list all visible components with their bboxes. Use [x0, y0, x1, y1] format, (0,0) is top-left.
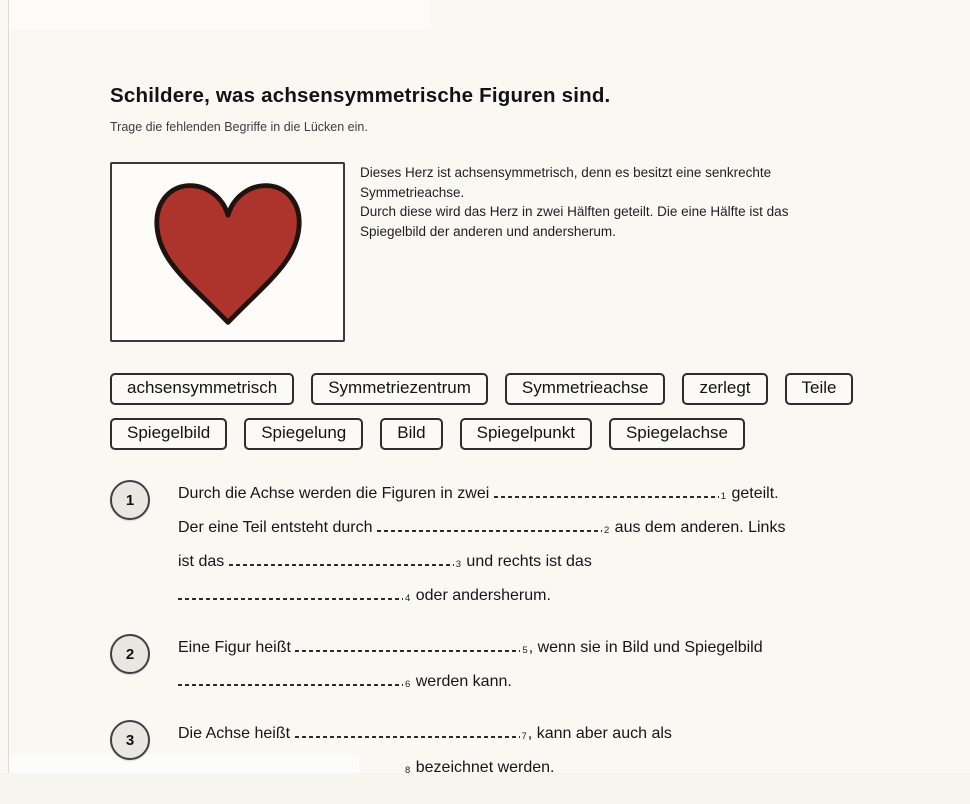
- page-title: Schildere, was achsensymmetrische Figuren sind.: [110, 84, 611, 107]
- fill-blank-4[interactable]: [178, 586, 403, 600]
- fill-blank-5[interactable]: [295, 638, 520, 652]
- question-text: oder andersherum.: [411, 587, 551, 604]
- word-chip-spiegelung[interactable]: Spiegelung: [244, 418, 363, 450]
- question-text: ist das: [178, 553, 229, 570]
- fill-blank-8[interactable]: [178, 758, 403, 772]
- intro-line: Dieses Herz ist achsensymmetrisch, denn es besitzt eine senkrechte: [360, 165, 772, 180]
- fill-blank-3[interactable]: [229, 552, 454, 566]
- question-2: [110, 632, 950, 700]
- word-chip-zerlegt[interactable]: zerlegt: [682, 373, 767, 405]
- word-chip-spiegelpunkt[interactable]: Spiegelpunkt: [460, 418, 592, 450]
- worksheet-content: [110, 84, 950, 804]
- intro-line: Symmetrieachse.: [360, 184, 465, 200]
- question-text: , wenn sie in Bild und Spiegelbild: [528, 639, 763, 656]
- question-body: [178, 478, 785, 614]
- fill-blank-1[interactable]: [494, 484, 719, 498]
- intro-text: [360, 162, 788, 342]
- question-text: werden kann.: [411, 673, 512, 690]
- question-line: [178, 580, 785, 614]
- word-bank-row: [110, 418, 950, 450]
- blank-number: 8: [405, 765, 411, 776]
- question-1: [110, 478, 950, 614]
- question-text: Eine Figur heißt: [178, 639, 296, 656]
- figure-row: [110, 162, 950, 342]
- page-subtitle: Trage die fehlenden Begriffe in die Lücken ein.: [110, 120, 368, 134]
- question-text: aus dem anderen. Links: [610, 519, 786, 536]
- page-left-edge: [8, 0, 9, 773]
- fill-blank-2[interactable]: [377, 518, 602, 532]
- question-body: [178, 632, 763, 700]
- word-chip-symmetrieachse[interactable]: Symmetrieachse: [505, 373, 666, 405]
- question-text: und rechts ist das: [461, 553, 592, 570]
- blank-number: 7: [521, 731, 527, 742]
- question-number-badge: 2: [110, 634, 150, 674]
- word-chip-achsensymmetrisch[interactable]: achsensymmetrisch: [110, 373, 294, 405]
- blank-number: 3: [455, 559, 461, 570]
- question-number-badge: 1: [110, 480, 150, 520]
- scan-artifact-top: [9, 0, 429, 31]
- question-line: [178, 632, 763, 666]
- question-text: Der eine Teil entsteht durch: [178, 519, 377, 536]
- word-chip-spiegelbild[interactable]: Spiegelbild: [110, 418, 227, 450]
- word-bank: [110, 373, 950, 450]
- question-body: [178, 718, 672, 786]
- blank-number: 4: [405, 593, 411, 604]
- question-line: [178, 546, 785, 580]
- word-chip-bild[interactable]: Bild: [380, 418, 442, 450]
- word-chip-teile[interactable]: Teile: [785, 373, 854, 405]
- heart-icon: [144, 172, 312, 332]
- heart-figure-box: [110, 162, 345, 342]
- question-text: bezeichnet werden.: [411, 759, 555, 776]
- blank-number: 5: [522, 645, 528, 656]
- question-line: [178, 718, 672, 752]
- blank-number: 6: [405, 679, 411, 690]
- word-chip-spiegelachse[interactable]: Spiegelachse: [609, 418, 745, 450]
- blank-number: 1: [720, 491, 727, 502]
- question-line: [178, 752, 672, 786]
- question-text: , kann aber auch als: [527, 725, 672, 742]
- question-text: geteilt.: [727, 485, 779, 502]
- question-text: Durch die Achse werden die Figuren in zwei: [178, 485, 494, 502]
- question-line: [178, 478, 785, 512]
- question-line: [178, 666, 763, 700]
- fill-blank-6[interactable]: [178, 672, 403, 686]
- question-line: [178, 512, 785, 546]
- word-bank-row: [110, 373, 950, 405]
- intro-line: Durch diese wird das Herz in zwei Hälften geteilt. Die eine Hälfte ist das: [360, 204, 789, 219]
- question-number-badge: 3: [110, 720, 150, 760]
- blank-number: 2: [603, 525, 610, 536]
- fill-blank-7[interactable]: [295, 724, 520, 738]
- question-3: [110, 718, 950, 786]
- intro-line: Spiegelbild der anderen und andersherum.: [360, 223, 616, 239]
- word-chip-symmetriezentrum[interactable]: Symmetriezentrum: [311, 373, 488, 405]
- question-text: Die Achse heißt: [178, 725, 295, 742]
- questions: [110, 478, 950, 786]
